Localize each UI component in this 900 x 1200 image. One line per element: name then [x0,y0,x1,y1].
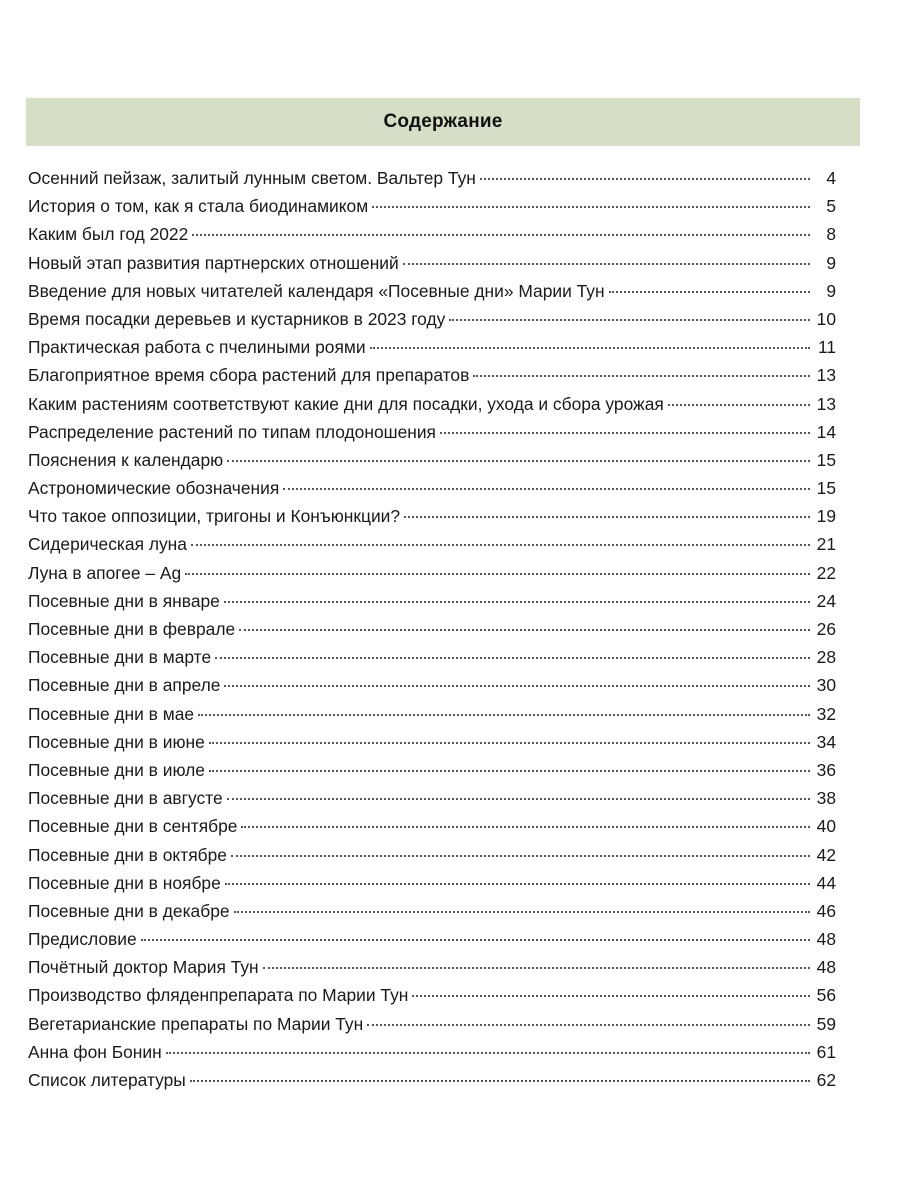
toc-dot-leader [227,460,810,462]
toc-entry[interactable] [28,333,836,361]
toc-dot-leader [209,770,810,772]
toc-entry[interactable] [28,1038,836,1066]
table-of-contents [28,164,836,1094]
toc-entry-page-number: 48 [816,929,836,950]
toc-entry-title: Практическая работа с пчелиными роями [28,337,366,358]
toc-dot-leader [403,263,810,265]
toc-entry[interactable] [28,390,836,418]
toc-dot-leader [440,432,810,434]
toc-entry[interactable] [28,615,836,643]
toc-dot-leader [234,911,810,913]
toc-entry[interactable] [28,446,836,474]
toc-entry-page-number: 24 [816,590,836,611]
toc-entry-title: Посевные дни в мае [28,703,195,724]
toc-entry-title: Вегетарианские препараты по Марии Тун [28,1013,364,1034]
toc-entry-page-number: 62 [816,1070,836,1090]
toc-entry[interactable] [28,502,836,530]
toc-dot-leader [191,544,810,546]
toc-entry-title: Посевные дни в декабре [28,900,230,921]
toc-entry-page-number: 13 [816,393,836,414]
toc-entry-title: Предисловие [28,929,137,950]
toc-entry[interactable] [28,1010,836,1038]
toc-entry-page-number: 42 [816,844,836,865]
toc-entry[interactable] [28,474,836,502]
toc-entry[interactable] [28,671,836,699]
toc-dot-leader [283,488,810,490]
toc-entry-page-number: 19 [816,506,836,527]
toc-entry[interactable] [28,812,836,840]
toc-entry-page-number: 34 [816,731,836,752]
toc-entry-title: Новый этап развития партнерских отношений [28,252,399,273]
toc-entry-title: Каким был год 2022 [28,224,189,245]
toc-entry[interactable] [28,418,836,446]
toc-dot-leader [372,206,810,208]
toc-entry[interactable] [28,869,836,897]
toc-dot-leader [224,601,810,603]
toc-entry-title: Посевные дни в марте [28,647,212,668]
toc-entry-title: Посевные дни в феврале [28,619,236,639]
toc-entry-title: Посевные дни в апреле [28,675,221,696]
toc-dot-leader [166,1052,810,1054]
toc-entry[interactable] [28,953,836,981]
toc-entry-page-number: 44 [816,872,836,893]
toc-dot-leader [215,657,810,659]
toc-entry-title: Астрономические обозначения [28,478,280,499]
toc-entry-page-number: 38 [816,788,836,809]
toc-dot-leader [367,1024,810,1026]
toc-entry-page-number: 8 [826,224,836,245]
toc-entry[interactable] [28,277,836,305]
toc-entry[interactable] [28,700,836,728]
toc-dot-leader [185,573,810,575]
toc-entry-page-number: 21 [816,534,836,555]
toc-dot-leader [473,375,810,377]
toc-entry-page-number: 9 [826,280,836,301]
toc-entry-title: Посевные дни в августе [28,788,223,809]
toc-entry-title: Анна фон Бонин [28,1041,162,1062]
toc-entry-page-number: 4 [826,168,836,188]
toc-entry-title: Пояснения к календарю [28,449,224,470]
toc-entry[interactable] [28,784,836,812]
toc-entry-page-number: 36 [816,759,836,780]
toc-entry-title: Посевные дни в ноябре [28,872,221,893]
toc-entry-title: Посевные дни в июле [28,759,205,780]
toc-entry-page-number: 32 [816,703,836,724]
toc-entry-page-number: 40 [816,816,836,837]
toc-entry[interactable] [28,164,836,192]
toc-entry-title: Луна в апогее – Ag [28,562,182,583]
toc-entry-page-number: 56 [816,985,836,1006]
toc-dot-leader [231,855,810,857]
toc-entry-title: Посевные дни в январе [28,590,220,611]
toc-entry-page-number: 26 [816,619,836,639]
toc-entry[interactable] [28,925,836,953]
toc-entry[interactable] [28,643,836,671]
toc-entry[interactable] [28,841,836,869]
toc-entry-page-number: 28 [816,647,836,668]
toc-entry-page-number: 11 [817,337,836,358]
toc-dot-leader [198,714,810,716]
toc-dot-leader [412,995,810,997]
toc-entry-title: История о том, как я стала биодинамиком [28,196,369,217]
toc-entry-title: Благоприятное время сбора растений для препаратов [28,365,470,386]
toc-entry-page-number: 5 [826,196,836,217]
toc-dot-leader [141,939,810,941]
toc-dot-leader [190,1080,810,1082]
toc-entry-page-number: 59 [816,1013,836,1034]
toc-entry[interactable] [28,249,836,277]
toc-entry-title: Что такое оппозиции, тригоны и Конъюнкции? [28,506,401,527]
toc-dot-leader [668,404,810,406]
toc-dot-leader [370,347,810,349]
toc-dot-leader [263,967,810,969]
toc-entry-title: Введение для новых читателей календаря «Посевные дни» Марии Тун [28,280,605,301]
toc-entry[interactable] [28,897,836,925]
contents-header-bar [26,98,860,146]
toc-entry-title: Каким растениям соответствуют какие дни для посадки, ухода и сбора урожая [28,393,664,414]
toc-entry-title: Осенний пейзаж, залитый лунным светом. Вальтер Тун [28,168,476,188]
toc-entry-title: Посевные дни в октябре [28,844,227,865]
page-title: Содержание [383,111,503,132]
toc-entry-page-number: 13 [816,365,836,386]
toc-entry-page-number: 10 [816,308,836,329]
toc-dot-leader [480,178,810,180]
toc-entry[interactable] [28,756,836,784]
toc-entry-page-number: 46 [816,900,836,921]
toc-entry-page-number: 30 [816,675,836,696]
toc-entry[interactable] [28,981,836,1009]
toc-dot-leader [225,883,810,885]
toc-entry[interactable] [28,728,836,756]
toc-entry-page-number: 9 [826,252,836,273]
toc-dot-leader [209,742,810,744]
toc-dot-leader [192,234,810,236]
toc-entry[interactable] [28,192,836,220]
toc-entry[interactable] [28,305,836,333]
toc-dot-leader [449,319,810,321]
toc-dot-leader [404,516,810,518]
toc-entry-page-number: 15 [816,478,836,499]
toc-entry-title: Посевные дни в сентябре [28,816,238,837]
toc-entry[interactable] [28,1066,836,1094]
toc-dot-leader [224,685,810,687]
toc-entry-page-number: 61 [816,1041,836,1062]
toc-entry[interactable] [28,220,836,248]
toc-entry-title: Посевные дни в июне [28,731,205,752]
toc-entry[interactable] [28,361,836,389]
toc-entry[interactable] [28,530,836,558]
toc-entry-title: Почётный доктор Мария Тун [28,957,259,978]
toc-entry-page-number: 22 [816,562,836,583]
toc-entry-title: Распределение растений по типам плодоношения [28,421,436,442]
toc-entry-page-number: 48 [816,957,836,978]
toc-dot-leader [227,798,810,800]
toc-dot-leader [241,826,810,828]
toc-entry[interactable] [28,559,836,587]
toc-dot-leader [609,291,810,293]
toc-entry[interactable] [28,587,836,615]
toc-entry-page-number: 14 [816,421,836,442]
toc-entry-page-number: 15 [816,449,836,470]
toc-entry-title: Производство фляденпрепарата по Марии Тун [28,985,409,1006]
toc-entry-title: Список литературы [28,1070,186,1090]
toc-entry-title: Время посадки деревьев и кустарников в 2023 году [28,308,446,329]
toc-entry-title: Сидерическая луна [28,534,187,555]
toc-dot-leader [239,629,810,631]
